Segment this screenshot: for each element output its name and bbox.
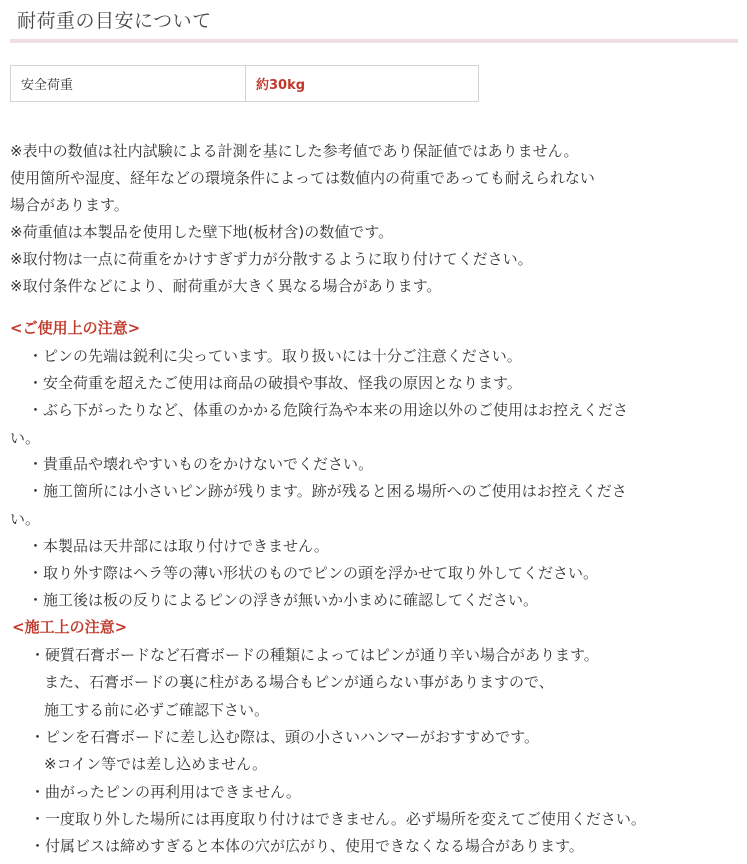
note-line: ※表中の数値は社内試験による計測を基にした参考値であり保証値ではありません。 [10, 142, 579, 160]
list-item-continuation: い。 [10, 510, 41, 528]
note-line: 場合があります。 [10, 196, 129, 214]
list-item: ・安全荷重を超えたご使用は商品の破損や事故、怪我の原因となります。 [28, 374, 522, 392]
usage-heading: <ご使用上の注意> [10, 319, 141, 337]
install-heading: <施工上の注意> [12, 618, 128, 636]
list-item: ・施工箇所には小さいピン跡が残ります。跡が残ると困る場所へのご使用はお控えくださ [28, 482, 627, 500]
list-item: ・ピンを石膏ボードに差し込む際は、頭の小さいハンマーがおすすめです。 [30, 728, 539, 746]
note-line: ※取付条件などにより、耐荷重が大きく異なる場合があります。 [10, 277, 442, 295]
list-item: ・一度取り外した場所には再度取り付けはできません。必ず場所を変えてご使用ください。 [30, 810, 646, 828]
note-line: 使用箇所や湿度、経年などの環境条件によっては数値内の荷重であっても耐えられない [10, 169, 595, 187]
list-item: ・取り外す際はヘラ等の薄い形状のものでピンの頭を浮かせて取り外してください。 [28, 564, 599, 582]
list-item: ・曲がったピンの再利用はできません。 [30, 783, 301, 801]
list-item: ・ぶら下がったりなど、体重のかかる危険行為や本来の用途以外のご使用はお控えくださ [28, 401, 629, 419]
list-item: ・本製品は天井部には取り付けできません。 [28, 537, 329, 555]
note-line: ※取付物は一点に荷重をかけすぎず力が分散するように取り付けてください。 [10, 250, 533, 268]
spec-value-cell: 約30kg [246, 66, 479, 102]
list-item-continuation: い。 [10, 429, 41, 447]
spec-key-cell: 安全荷重 [11, 66, 246, 102]
page-title: 耐荷重の目安について [17, 10, 212, 32]
title-divider [10, 39, 738, 43]
list-item: ・付属ビスは締めすぎると本体の穴が広がり、使用できなくなる場合があります。 [30, 837, 584, 855]
list-item-continuation: また、石膏ボードの裏に柱がある場合もピンが通らない事がありますので、 [44, 673, 554, 691]
list-item: ・施工後は板の反りによるピンの浮きが無いか小まめに確認してください。 [28, 591, 539, 609]
note-line: ※荷重値は本製品を使用した壁下地(板材含)の数値です。 [10, 223, 394, 241]
list-item: ・貴重品や壊れやすいものをかけないでください。 [28, 455, 374, 473]
list-item: ・ピンの先端は鋭利に尖っています。取り扱いには十分ご注意ください。 [28, 347, 522, 365]
table-row [11, 66, 479, 102]
load-spec-table [10, 65, 479, 102]
list-item-continuation: ※コイン等では差し込めません。 [44, 755, 268, 773]
list-item-continuation: 施工する前に必ずご確認下さい。 [44, 701, 270, 719]
list-item: ・硬質石膏ボードなど石膏ボードの種類によってはピンが通り辛い場合があります。 [30, 646, 599, 664]
